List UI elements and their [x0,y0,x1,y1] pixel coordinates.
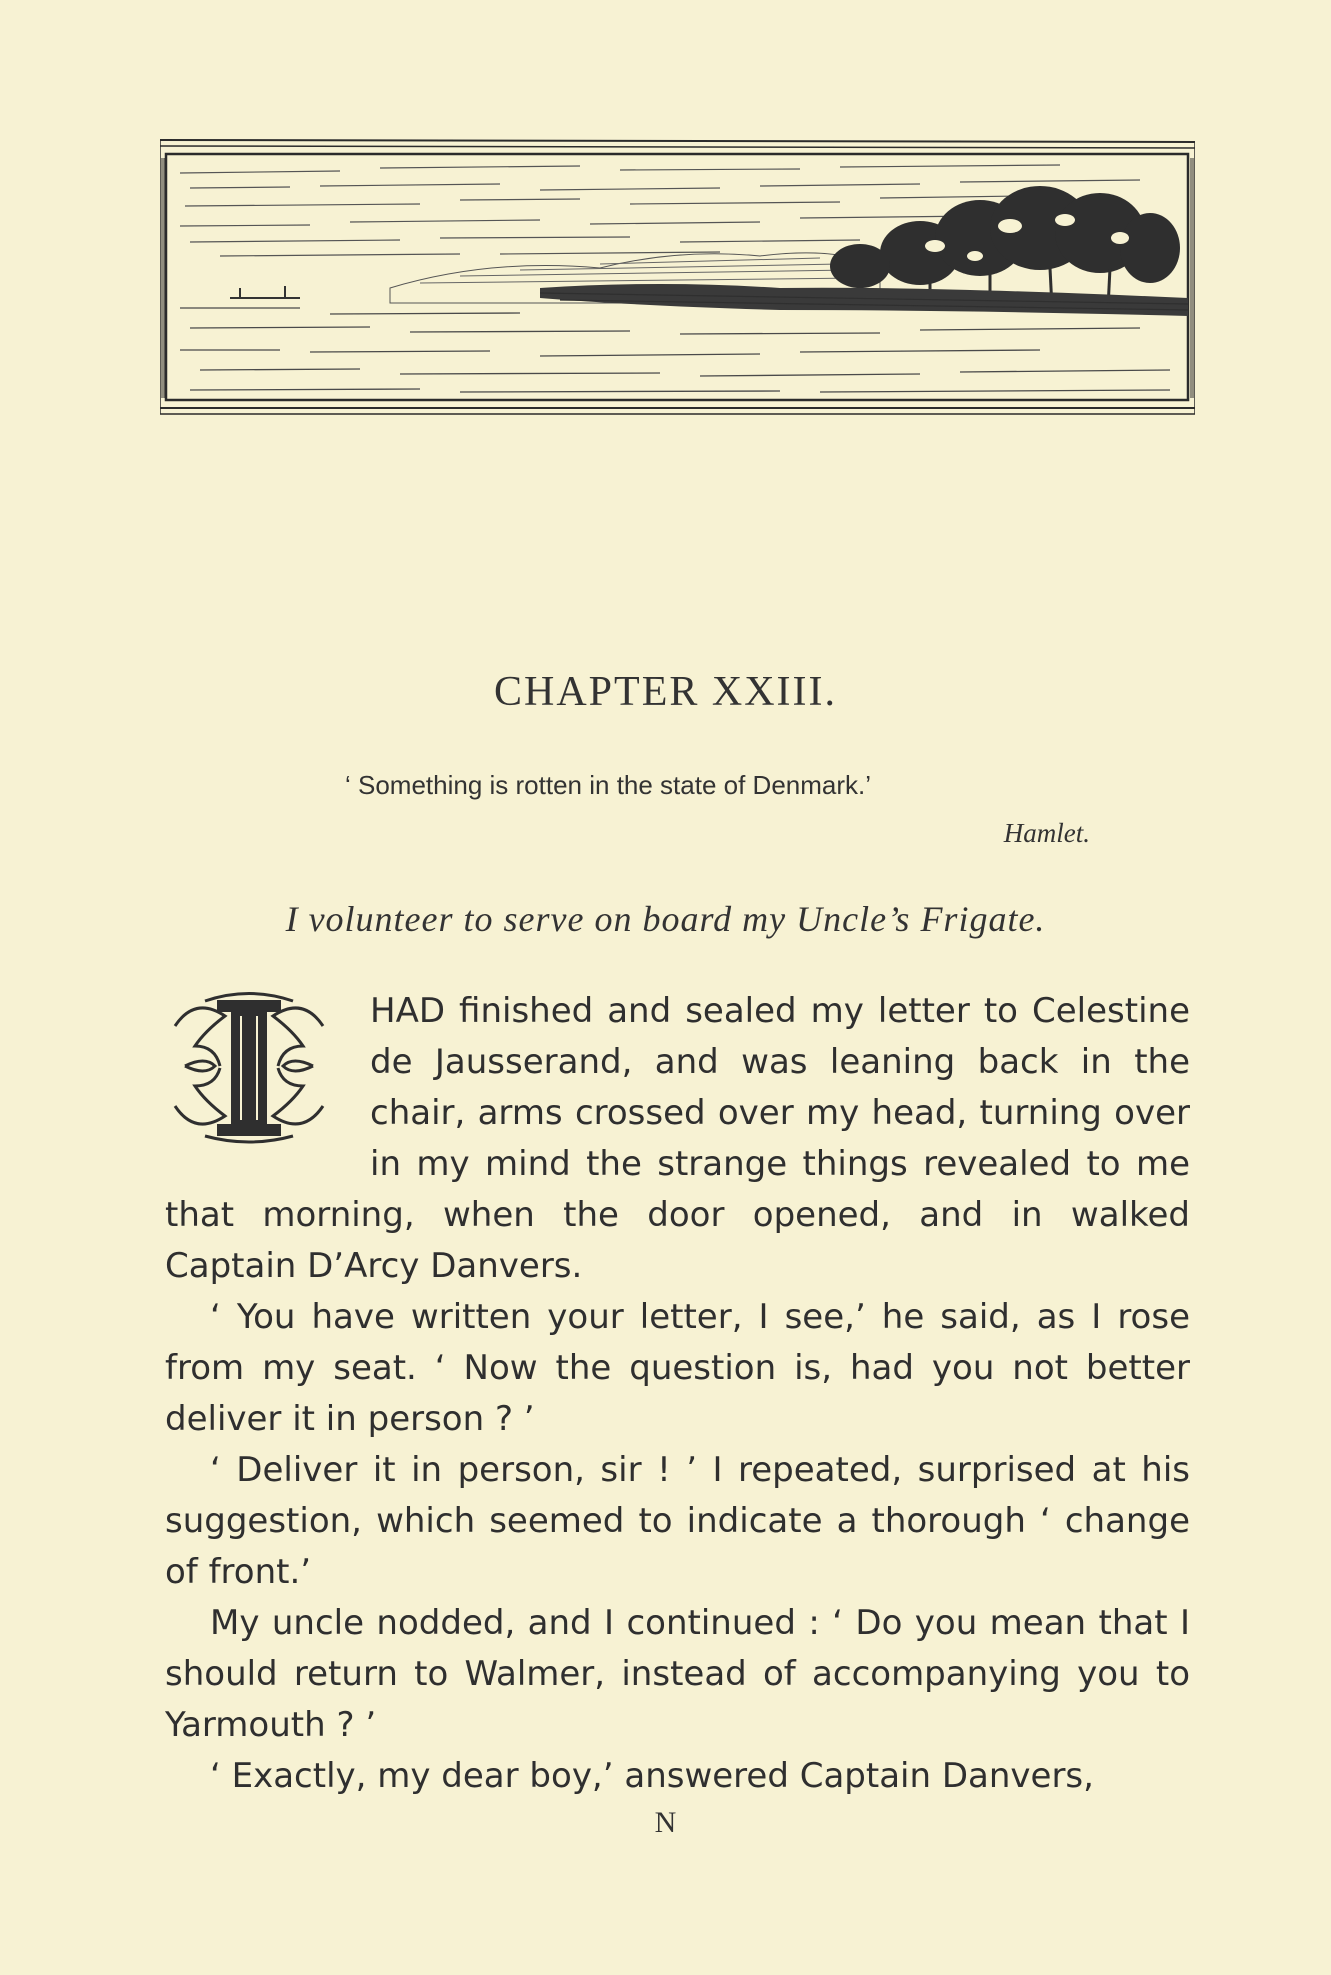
epigraph-source: Hamlet. [1003,818,1090,848]
paragraph-1: HAD finished and sealed my letter to Celestine de Jausserand, and was leaning back in the chair, arms crossed over my head, turning over in my mind the strange things revealed to me that morning, when the door opened, and in walked Captain D’Arcy Danvers. [165,991,1190,1286]
epigraph-quote: ‘ Something is rotten in the state of Denmark.’ [345,770,872,800]
ornamental-dropcap [165,986,370,1182]
signature-mark: N [654,1806,677,1839]
paragraph-3: ‘ Deliver it in person, sir ! ’ I repeated, surprised at his suggestion, which seemed to indicate a thorough ‘ change of front.’ [165,1450,1190,1592]
chapter-body [165,986,1190,1802]
paragraph-5: ‘ Exactly, my dear boy,’ answered Captain Danvers, [210,1756,1094,1796]
chapter-summary: I volunteer to serve on board my Uncle’s Frigate. [285,899,1046,939]
paragraph-2: ‘ You have written your letter, I see,’ he said, as I rose from my seat. ‘ Now the question is, had you not better deliver it in person ? ’ [165,1297,1190,1439]
landscape-headpiece-illustration [160,138,1195,418]
ornamental-dropcap-icon [165,986,333,1146]
chapter-title: CHAPTER XXIII. [494,669,837,715]
paragraph-4: My uncle nodded, and I continued : ‘ Do you mean that I should return to Walmer, instead of accompanying you to Yarmouth ? ’ [165,1603,1190,1745]
